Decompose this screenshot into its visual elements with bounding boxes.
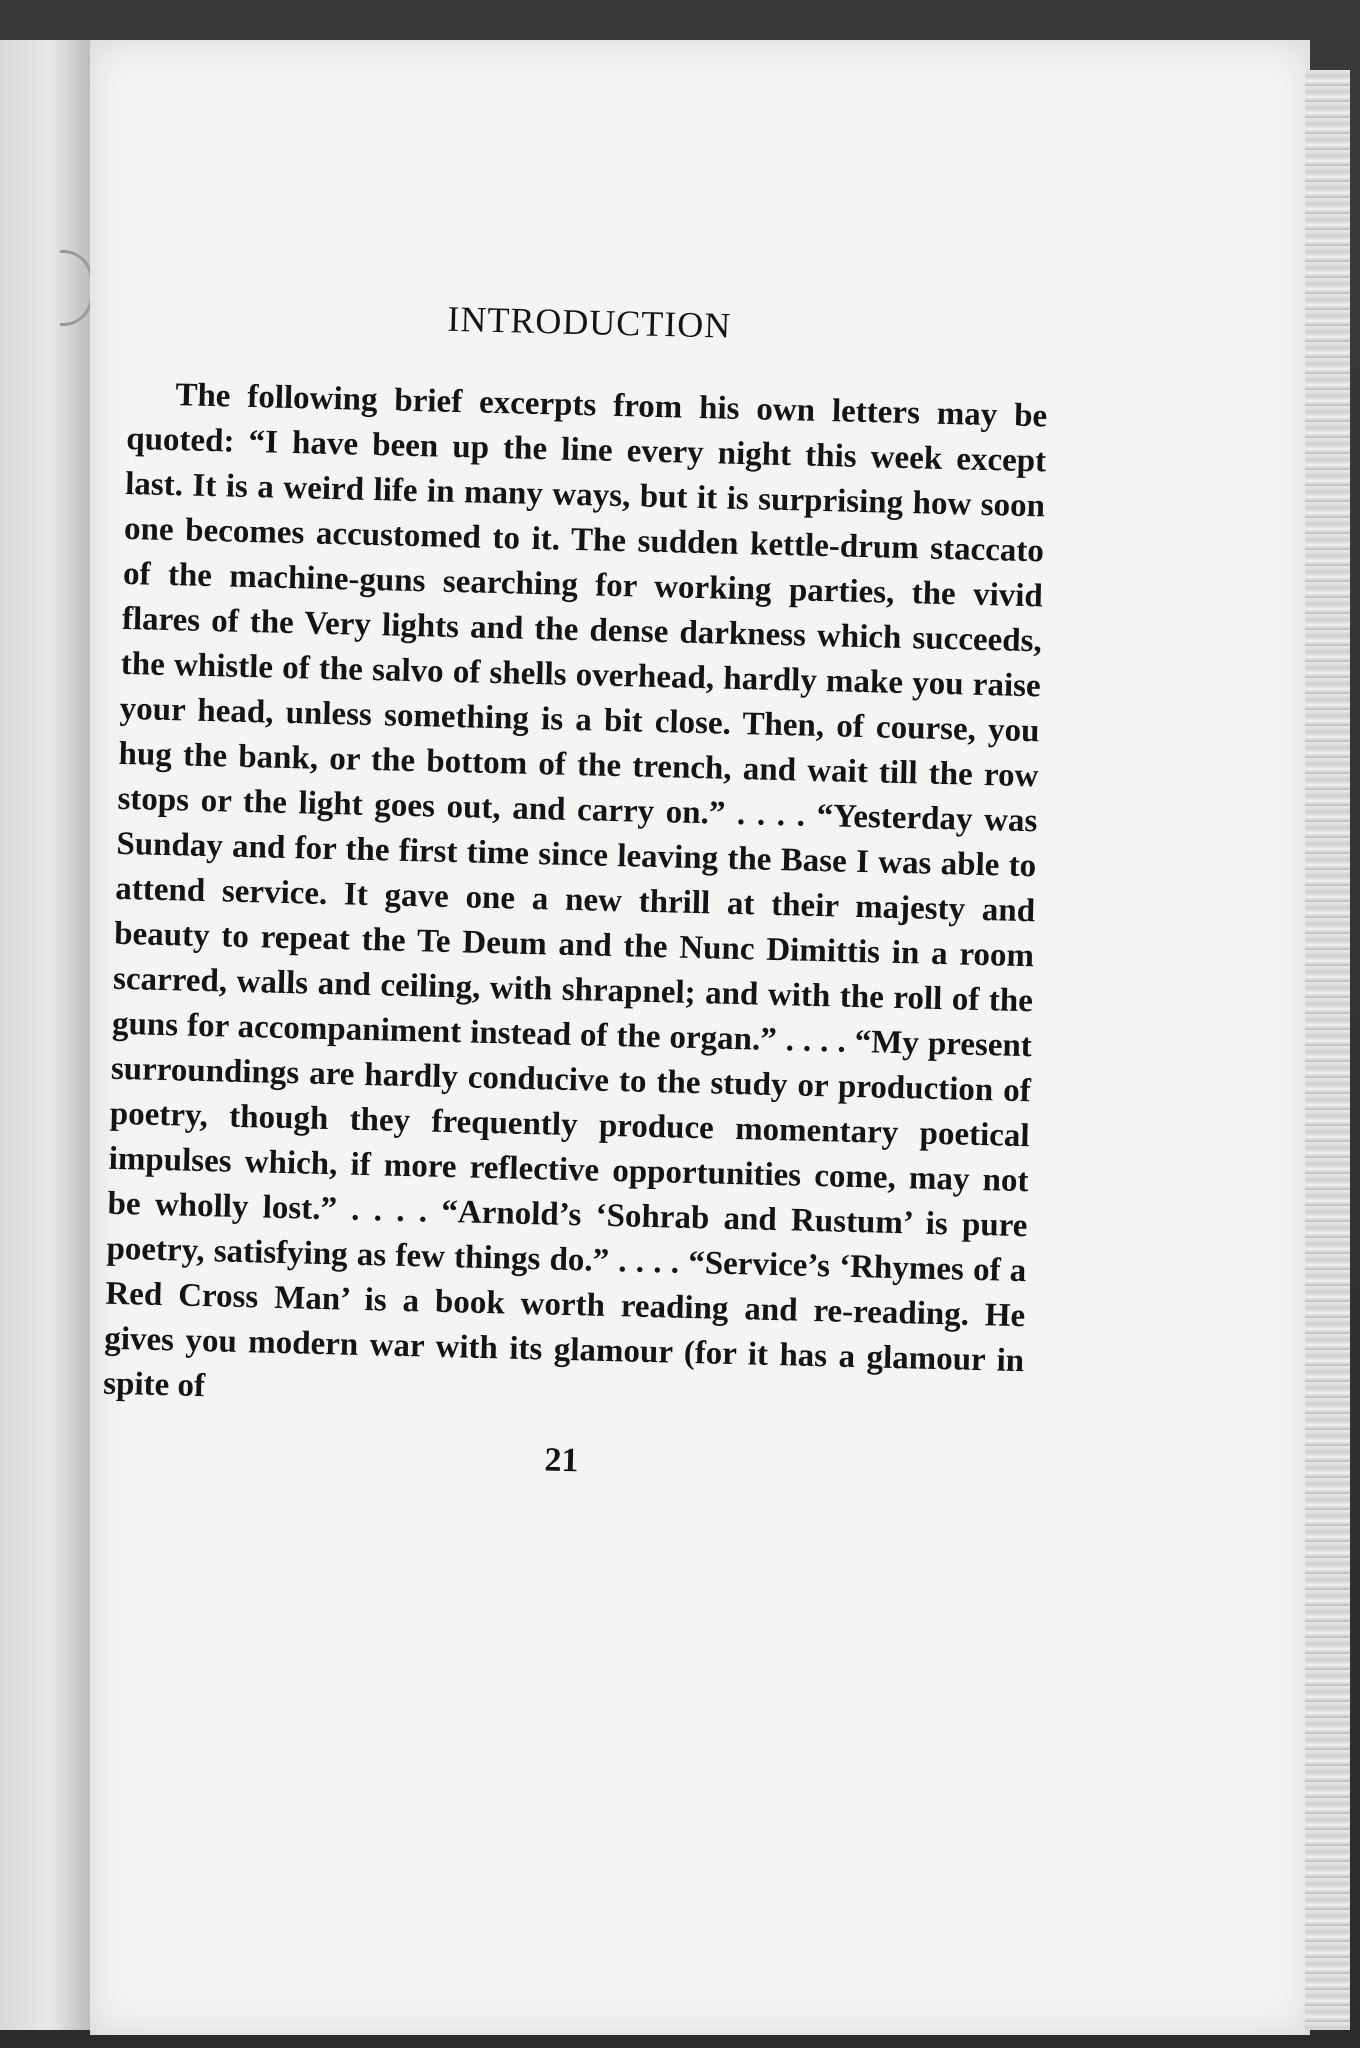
- body-paragraph: The following brief excerpts from his own letters may be quoted: “I have been up the line every night this week except last. It is a weird life in many ways, but it is surprising how soon one becomes accustomed to it. The sudden kettle-drum staccato of the machine-guns searching for working parties, the vivid flares of the Very lights and the dense darkness which succeeds, the whistle of the salvo of shells overhead, hardly make you raise your head, unless something is a bit close. Then, of course, you hug the bank, or the bottom of the trench, and wait till the row stops or the light goes out, and carry on.” . . . . “Yesterday was Sunday and for the first time since leaving the Base I was able to attend service. It gave one a new thrill at their majesty and beauty to repeat the Te Deum and the Nunc Dimittis in a room scarred, walls and ceiling, with shrapnel; and with the roll of the guns for accompaniment instead of the organ.” . . . . “My present surroundings are hardly conducive to the study or production of poetry, though they frequently produce momentary poetical impulses which, if more reflective opportunities come, may not be wholly lost.” . . . . “Arnold’s ‘Sohrab and Rustum’ is pure poetry, satisfying as few things do.” . . . . “Service’s ‘Rhymes of a Red Cross Man’ is a book worth reading and re-reading. He gives you modern war with its glamour (for it has a glamour in spite of: [102, 377, 1048, 1405]
- page-heading: INTRODUCTION: [446, 298, 732, 346]
- page-number: 21: [544, 1441, 579, 1480]
- left-page-edge: [0, 40, 90, 2030]
- page-fore-edge: [1305, 70, 1350, 2030]
- page-text-block: [101, 290, 1050, 1491]
